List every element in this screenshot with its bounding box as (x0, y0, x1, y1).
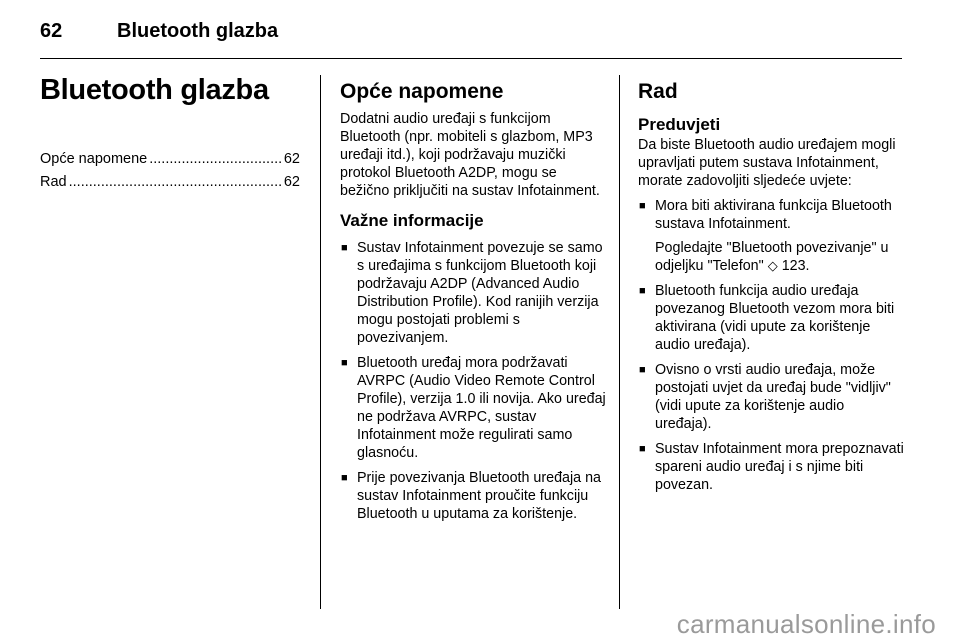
list-item-text: Bluetooth funkcija audio uređaja povezanog Bluetooth vezom mora biti aktivirana (vidi upute za korištenje audio uređaja). (655, 283, 895, 353)
bullet-square-icon: ■ (639, 285, 646, 297)
bullet-square-icon: ■ (639, 443, 646, 455)
section-title-rad: Rad (638, 80, 678, 103)
section-title-opce-napomene: Opće napomene (340, 80, 504, 103)
cross-reference-text: Pogledajte "Bluetooth povezivanje" u odjeljku "Telefon" (655, 240, 889, 274)
subsection-title-preduvjeti: Preduvjeti (638, 115, 721, 134)
column-contents (40, 72, 300, 194)
list-item (638, 282, 904, 354)
toc-entry-page: 62 (283, 151, 300, 167)
toc-entry-label: Opće napomene (40, 151, 148, 167)
header-rule (40, 58, 902, 59)
column-divider-1 (320, 75, 321, 609)
list-item (638, 197, 904, 275)
bullet-square-icon: ■ (341, 472, 348, 484)
running-title: Bluetooth glazba (117, 20, 279, 42)
bullet-square-icon: ■ (341, 357, 348, 369)
chapter-title: Bluetooth glazba (40, 74, 269, 106)
column-operation (638, 72, 904, 494)
bullet-square-icon: ■ (639, 200, 646, 212)
list-item (340, 354, 606, 462)
general-notes-intro: Dodatni audio uređaji s funkcijom Bluetooth (npr. mobiteli s glazbom, MP3 uređaji itd.), koji podržavaju muzički protokol Bluetooth A2DP, mogu se bežično priključiti na sustav Infotainment. (340, 111, 600, 199)
watermark: carmanualsonline.info (676, 609, 936, 639)
list-item (340, 469, 606, 523)
list-item (638, 361, 904, 433)
cross-reference-page-link[interactable]: 123. (781, 258, 810, 274)
list-item (638, 440, 904, 494)
column-divider-2 (619, 75, 620, 609)
list-item-text: Ovisno o vrsti audio uređaja, može postojati uvjet da uređaj bude "vidljiv" (vidi upute za korištenje audio uređaja). (655, 362, 891, 432)
preconditions-intro: Da biste Bluetooth audio uređajem mogli upravljati putem sustava Infotainment, morate zadovoljiti sljedeće uvjete: (638, 137, 896, 189)
bullet-square-icon: ■ (639, 364, 646, 376)
preconditions-list (638, 197, 904, 494)
toc-entry-page: 62 (283, 174, 300, 190)
toc-entry-label: Rad (40, 174, 67, 190)
list-item-text: Prije povezivanja Bluetooth uređaja na sustav Infotainment proučite funkciju Bluetooth u uputama za korištenje. (357, 470, 602, 522)
bullet-square-icon: ■ (341, 242, 348, 254)
list-item-text: Sustav Infotainment mora prepoznavati spareni audio uređaj i s njime biti povezan. (655, 441, 904, 493)
arrow-reference-icon: ◇ (767, 258, 778, 273)
toc-entry-rad[interactable] (40, 171, 300, 194)
list-item (340, 239, 606, 347)
toc-leader-dots (69, 171, 282, 194)
list-item-text: Sustav Infotainment povezuje se samo s uređajima s funkcijom Bluetooth koji podržavaju A2DP (Advanced Audio Distribution Profile). Kod ranijih verzija mogu postojati problemi s povezivanjem. (357, 240, 603, 346)
list-item-text: Mora biti aktivirana funkcija Bluetooth sustava Infotainment. (655, 198, 892, 232)
toc-leader-dots (149, 148, 282, 171)
column-general-notes (340, 72, 606, 523)
table-of-contents (40, 148, 300, 194)
page-number: 62 (40, 20, 63, 42)
cross-reference-paragraph (655, 239, 904, 275)
list-item-text: Bluetooth uređaj mora podržavati AVRPC (Audio Video Remote Control Profile), verzija 1.0 ili novija. Ako uređaj ne podržava AVRPC, sustav Infotainment može regulirati samo glasnoću. (357, 355, 606, 461)
toc-entry-opce-napomene[interactable] (40, 148, 300, 171)
subsection-title-vazne-informacije: Važne informacije (340, 211, 484, 230)
important-info-list (340, 239, 606, 523)
